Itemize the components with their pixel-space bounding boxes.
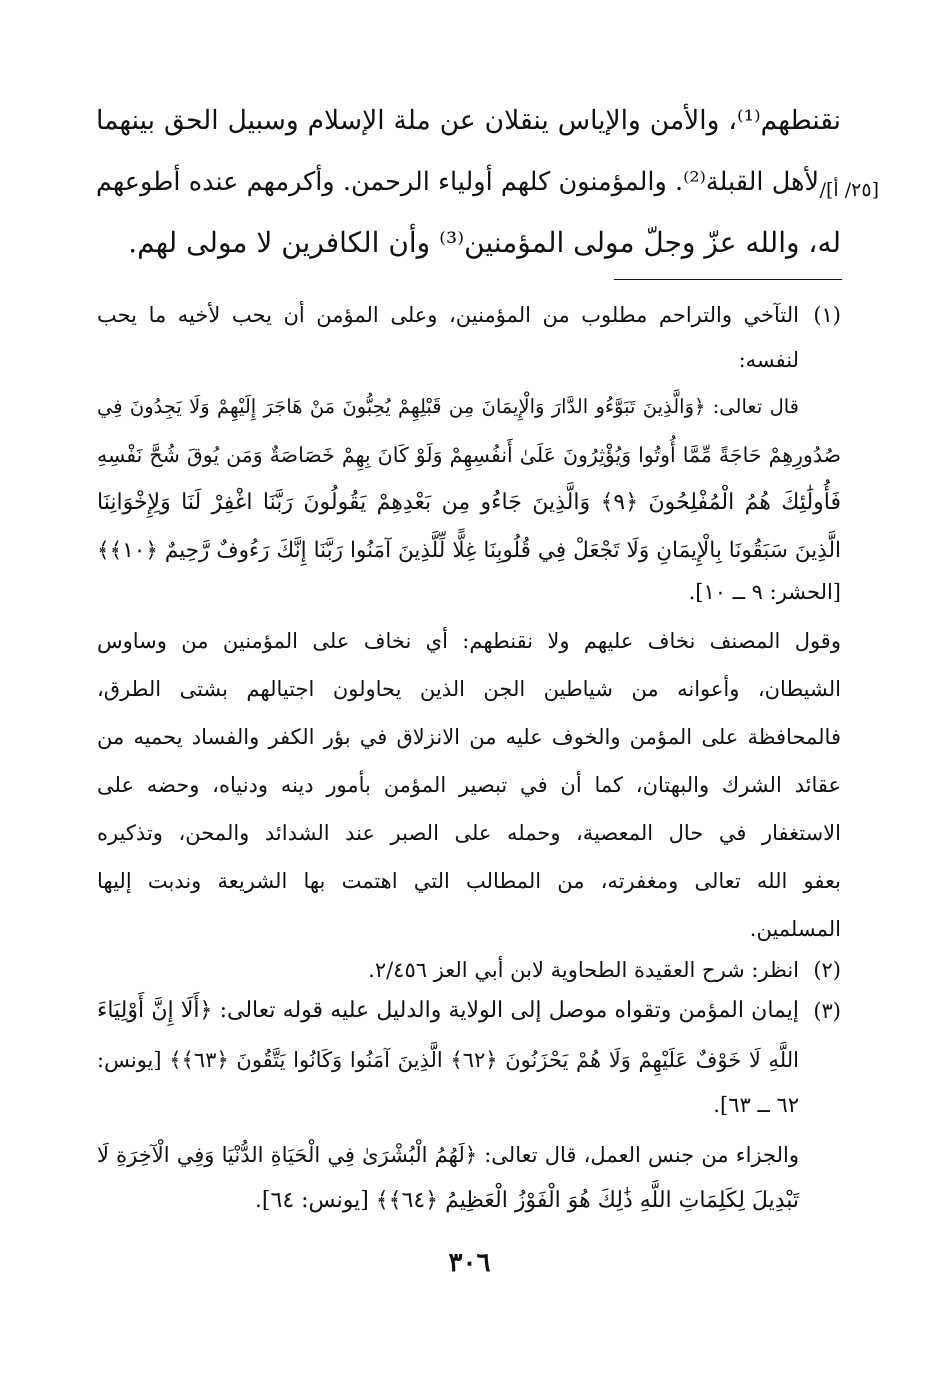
quran-verse-line: فَأُولَٰئِكَ هُمُ الْمُفْلِحُونَ ﴿٩﴾ وَالَّذِينَ جَاءُو مِن بَعْدِهِمْ يَقُولُونَ رَبَّنَا اغْفِرْ لَنَا وَلِإِخْوَانِنَا xyxy=(97,490,841,515)
footnote-number: (٢) xyxy=(813,958,841,982)
main-text-line: نقنطهم⁽¹⁾، والأمن والإياس ينقلان عن ملة الإسلام وسبيل الحق بينهما xyxy=(96,105,841,136)
footnote-line: لنفسه: xyxy=(738,348,799,372)
footnote-line: والجزاء من جنس العمل، قال تعالى: ﴿لَهُمُ الْبُشْرَىٰ فِي الْحَيَاةِ الدُّنْيَا وَفِي الْآخِرَةِ لَا xyxy=(97,1143,799,1167)
main-text-line: له، والله عزّ وجلّ مولى المؤمنين⁽³⁾ وأن الكافرين لا مولى لهم. xyxy=(128,226,841,259)
quran-verse-line: الَّذِينَ سَبَقُونَا بِالْإِيمَانِ وَلَا تَجْعَلْ فِي قُلُوبِنَا غِلًّا لِّلَّذِينَ آمَنُوا رَبَّنَا إِنَّكَ رَءُوفٌ رَّحِيمٌ ﴿١٠﴾﴾ xyxy=(97,538,841,563)
footnote-line: انظر: شرح العقيدة الطحاوية لابن أبي العز ٢/٤٥٦. xyxy=(368,958,799,982)
verse-reference: ٦٢ ــ ٦٣]. xyxy=(713,1093,799,1117)
page-number: ٣٠٦ xyxy=(448,1248,491,1278)
quran-verse-line: قال تعالى: ﴿وَالَّذِينَ تَبَوَّءُو الدَّارَ وَالْإِيمَانَ مِن قَبْلِهِمْ يُحِبُّونَ مَنْ هَاجَرَ إِلَيْهِمْ وَلَا يَجِدُونَ فِي xyxy=(97,395,799,418)
quran-verse-line: اللَّهِ لَا خَوْفٌ عَلَيْهِمْ وَلَا هُمْ يَحْزَنُونَ ﴿٦٢﴾ الَّذِينَ آمَنُوا وَكَانُوا يَتَّقُونَ ﴿٦٣﴾﴾ [يونس: xyxy=(97,1048,799,1072)
quran-verse-line: تَبْدِيلَ لِكَلِمَاتِ اللَّهِ ذَٰلِكَ هُوَ الْفَوْزُ الْعَظِيمُ ﴿٦٤﴾﴾ [يونس: ٦٤]. xyxy=(254,1188,799,1213)
footnote-separator xyxy=(614,279,842,280)
footnote-line: المسلمين. xyxy=(749,917,841,941)
footnote-number: (١) xyxy=(813,303,841,327)
footnote-line: الاستغفار في حال المعصية، وحمله على الصبر عند الشدائد والمحن، وتذكيره xyxy=(97,821,841,845)
footnote-number: (٣) xyxy=(813,999,841,1023)
quran-verse-line: صُدُورِهِمْ حَاجَةً مِّمَّا أُوتُوا وَيُؤْثِرُونَ عَلَىٰ أَنفُسِهِمْ وَلَوْ كَانَ بِهِمْ خَصَاصَةٌ وَمَن يُوقَ شُحَّ نَفْسِهِ xyxy=(97,443,841,467)
footnote-line: وقول المصنف نخاف عليهم ولا نقنطهم: أي نخاف على المؤمنين من وساوس xyxy=(97,629,841,653)
footnote-line: التآخي والتراحم مطلوب من المؤمنين، وعلى المؤمن أن يحب لأخيه ما يحب xyxy=(97,303,799,327)
footnote-line: فالمحافظة على المؤمن والخوف عليه من الانزلاق في بؤر الكفر والفساد يحميه من xyxy=(97,725,841,749)
folio-margin-marker: [٢٥/ أ]/ xyxy=(819,179,879,201)
verse-reference: [الحشر: ٩ ــ ١٠]. xyxy=(688,580,841,604)
footnote-line: إيمان المؤمن وتقواه موصل إلى الولاية والدليل عليه قوله تعالى: ﴿أَلَا إِنَّ أَوْلِيَاءَ xyxy=(97,998,799,1023)
footnote-line: عقائد الشرك والبهتان، كما أن في تبصير المؤمن بأمور دينه ودنياه، وحضه على xyxy=(97,773,841,797)
footnote-line: بعفو الله تعالى ومغفرته، من المطالب التي اهتمت بها الشريعة وندبت إليها xyxy=(97,869,841,893)
main-text-line: لأهل القبلة⁽²⁾. والمؤمنون كلهم أولياء الرحمن. وأكرمهم عنده أطوعهم xyxy=(96,167,820,197)
footnote-line: الشيطان، وأعوانه من شياطين الجن الذين يحاولون اجتيالهم بشتى الطرق، xyxy=(97,677,841,701)
